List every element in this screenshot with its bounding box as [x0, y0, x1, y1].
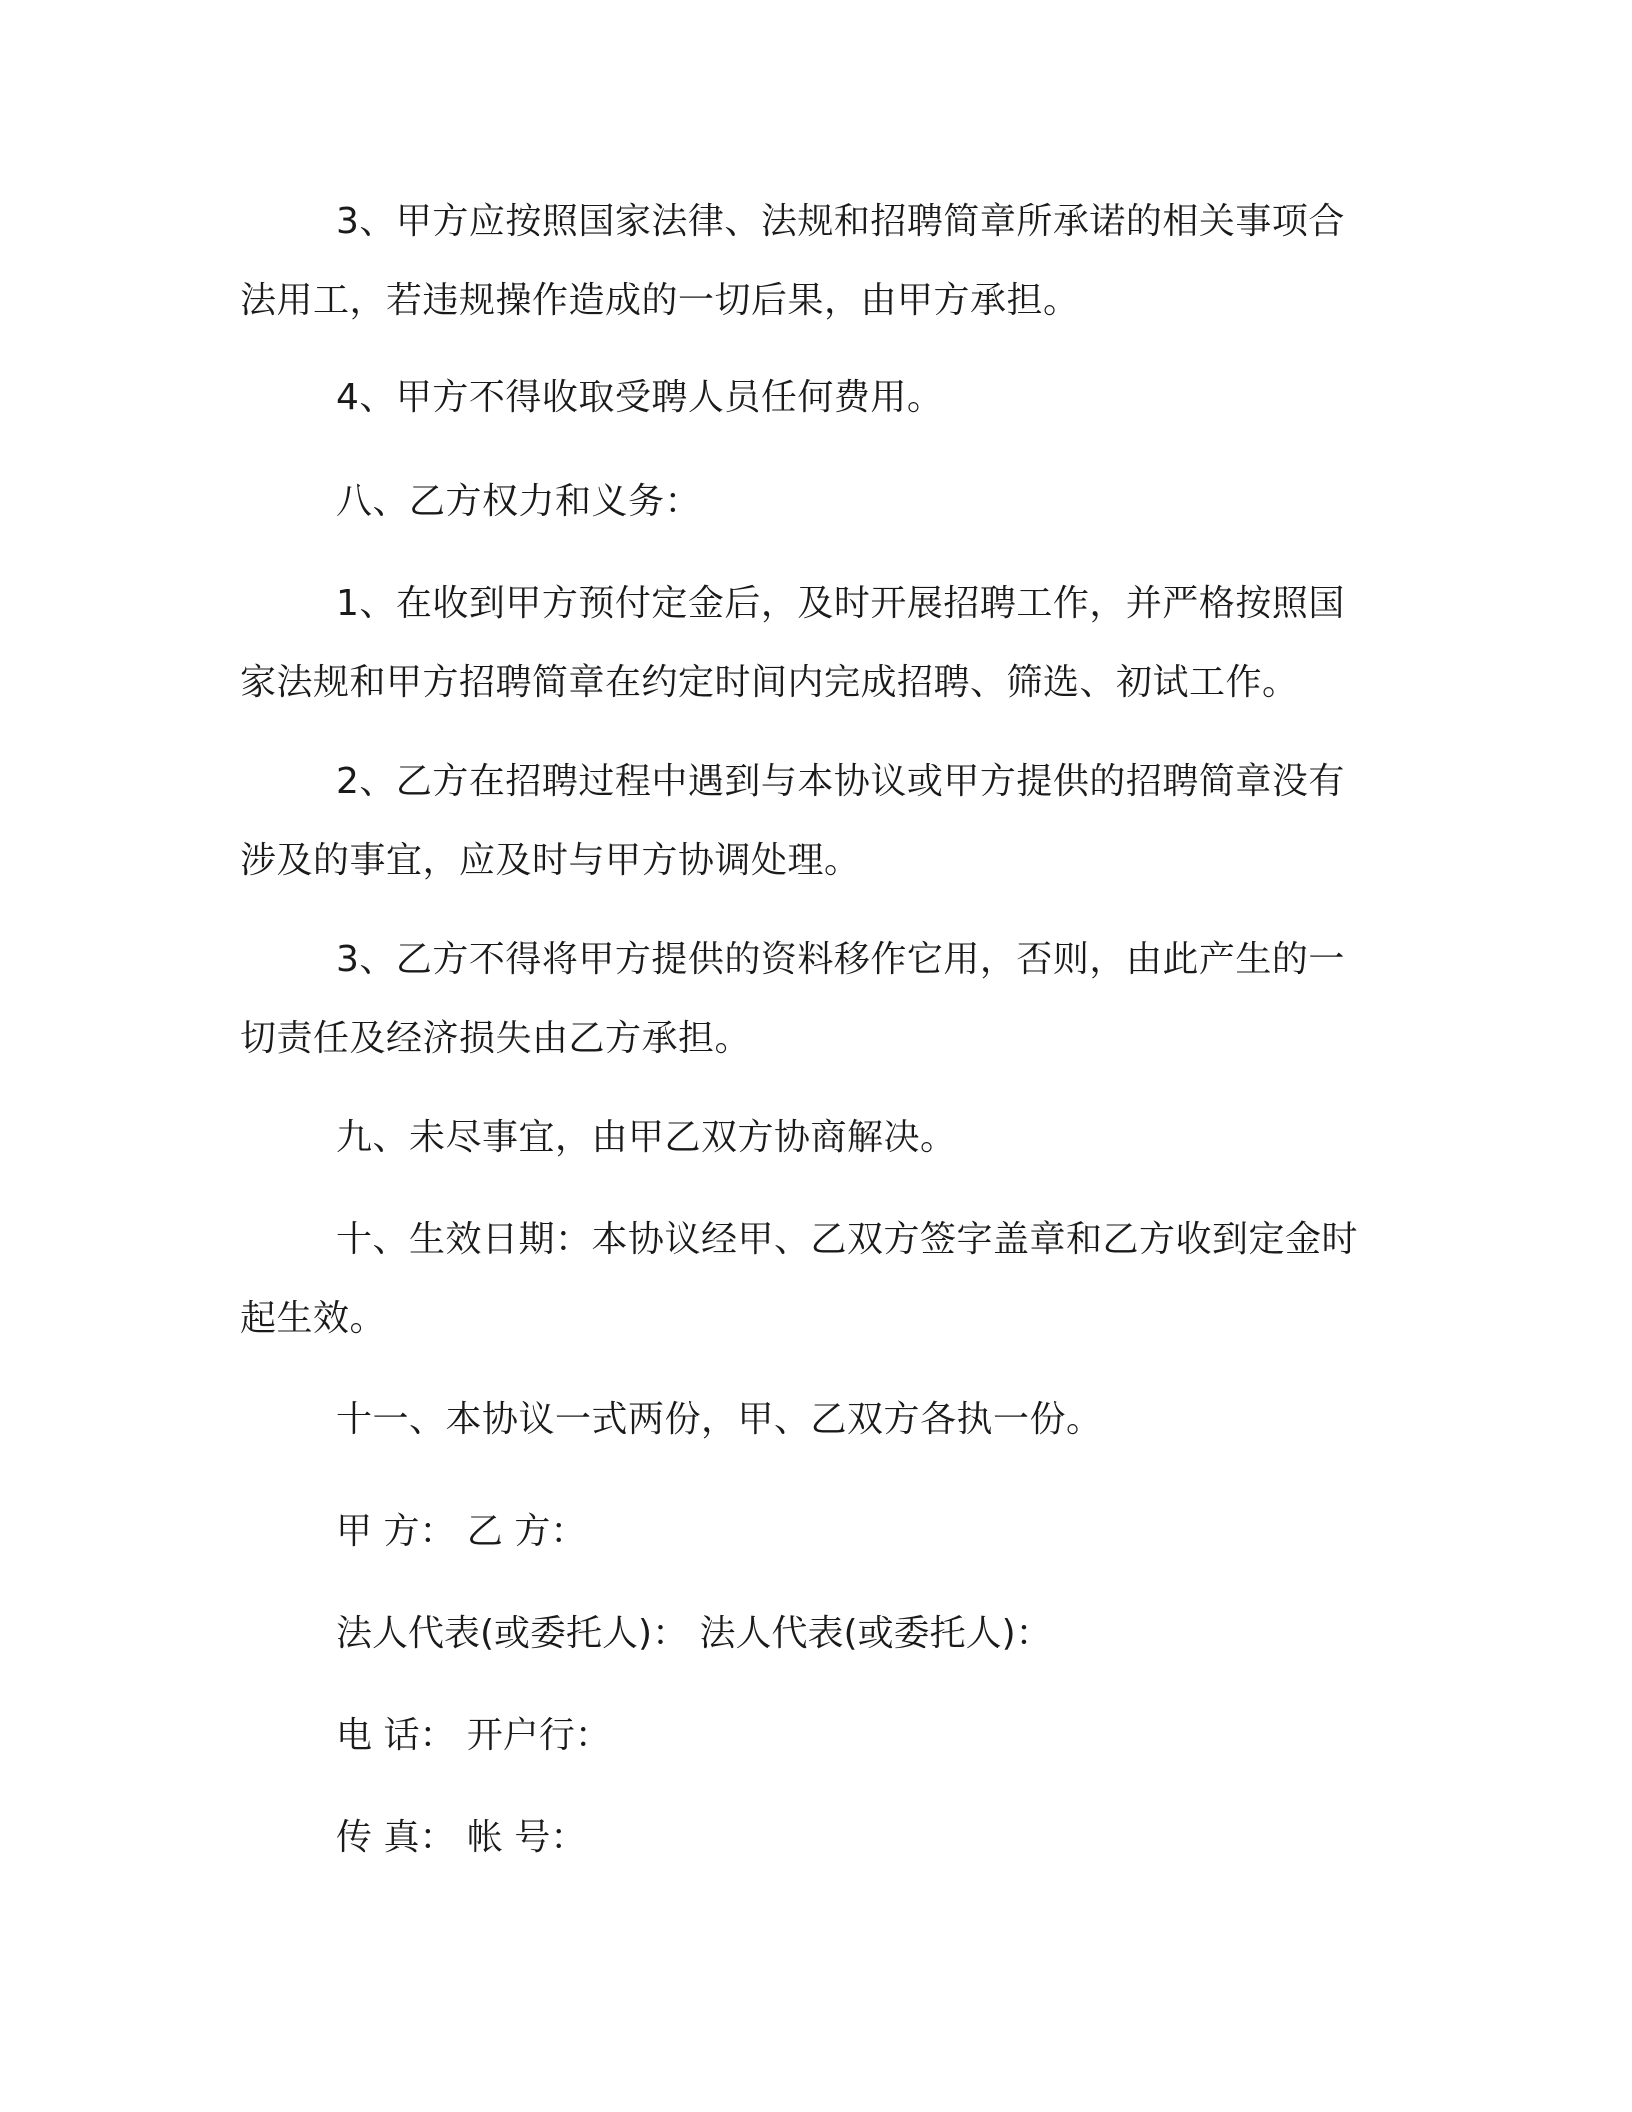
paragraph-party-a-duty-4: 4、甲方不得收取受聘人员任何费用。	[336, 377, 944, 418]
paragraph-party-b-duty-2: 2、乙方在招聘过程中遇到与本协议或甲方提供的招聘简章没有涉及的事宜，应及时与甲方协调处理。	[240, 761, 1345, 881]
paragraph-party-a-duty-3: 3、甲方应按照国家法律、法规和招聘简章所承诺的相关事项合法用工，若违规操作造成的一切后果，由甲方承担。	[240, 201, 1345, 321]
paragraph-party-b-duty-1: 1、在收到甲方预付定金后，及时开展招聘工作，并严格按照国家法规和甲方招聘简章在约定时间内完成招聘、筛选、初试工作。	[240, 583, 1345, 703]
signature-fax-account: 传 真： 帐 号：	[336, 1817, 587, 1858]
paragraph-party-b-duty-3: 3、乙方不得将甲方提供的资料移作它用，否则，由此产生的一切责任及经济损失由乙方承担。	[240, 939, 1345, 1059]
section-11: 十一、本协议一式两份，甲、乙双方各执一份。	[336, 1399, 1103, 1440]
signature-phone-bank: 电 话： 开户行：	[336, 1715, 611, 1756]
signature-parties: 甲 方： 乙 方：	[336, 1511, 587, 1552]
section-9: 九、未尽事宜，由甲乙双方协商解决。	[336, 1117, 957, 1158]
section-10: 十、生效日期：本协议经甲、乙双方签字盖章和乙方收到定金时起生效。	[240, 1219, 1359, 1339]
section-heading-8: 八、乙方权力和义务：	[336, 481, 702, 522]
signature-representative: 法人代表(或委托人)： 法人代表(或委托人)：	[336, 1613, 1052, 1654]
